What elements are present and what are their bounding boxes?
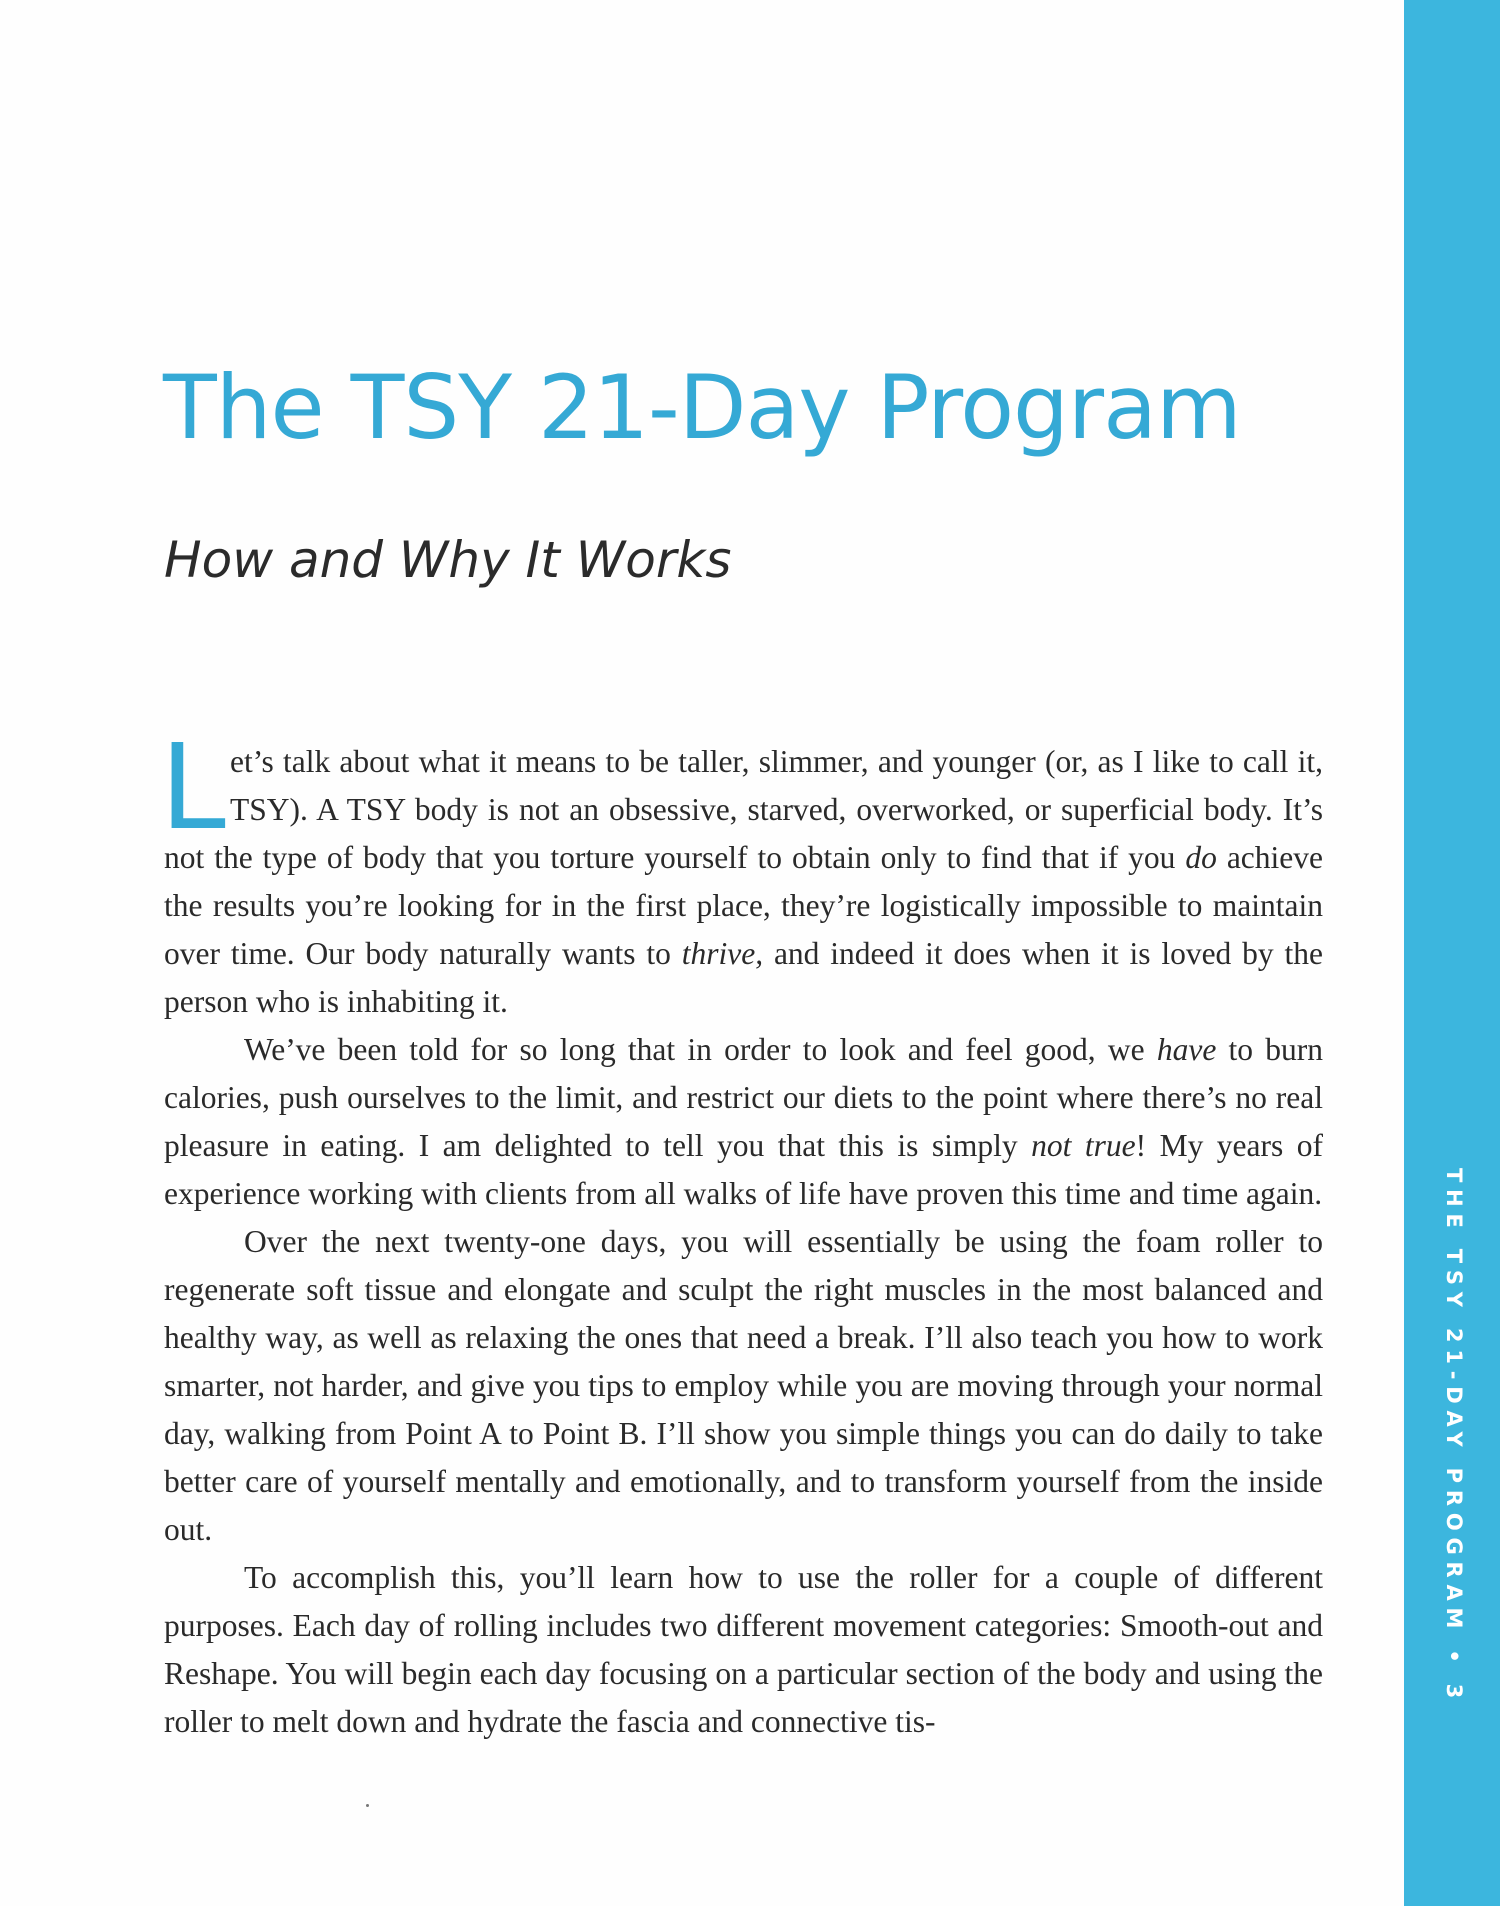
paragraph-2-emphasis-b: not true: [1031, 1128, 1136, 1163]
paragraph-2-text-b: to burn calories, push ourselves to the limit, and restrict our diets to the point where there’s no real pleasure in eating. I am delighted to tell you that this is simply: [164, 1032, 1324, 1163]
paragraph-1: [160, 718, 1323, 1026]
paragraph-1-emphasis-a: do: [1185, 840, 1217, 875]
chapter-title: The TSY 21-Day Program: [163, 356, 1241, 459]
paragraph-1-text-b: achieve the results you’re looking for in the first place, they’re logistically impossible to maintain over time. Our body naturally wants to: [164, 840, 1323, 971]
scan-speck: [366, 1804, 369, 1807]
paragraph-3: Over the next twenty-one days, you will essentially be using the foam roller to regenerate soft tissue and elongate and sculpt the right muscles in the most balanced and healthy way, as well as relaxing the ones that need a break. I’ll also teach you how to work smarter, not harder, and give you tips to employ while you are moving through your normal day, walking from Point A to Point B. I’ll show you simple things you can do daily to take better care of yourself mentally and emotionally, and to transform yourself from the inside out.: [164, 1224, 1323, 1547]
paragraph-1-text-a: et’s talk about what it means to be taller, slimmer, and younger (or, as I like to call it, TSY). A TSY body is not an obsessive, starved, overworked, or superficial body. It’s not the type of body that you torture yourself to obtain only to find that if you: [164, 744, 1323, 875]
paragraph-1-text-c: and indeed it does when it is loved by the person who is inhabiting it.: [164, 936, 1323, 1019]
body-text: [160, 718, 1324, 1746]
paragraph-2-text-a: We’ve been told for so long that in order to look and feel good, we: [244, 1032, 1157, 1067]
paragraph-4: To accomplish this, you’ll learn how to use the roller for a couple of different purposes. Each day of rolling includes two different movement categories: Smooth-out and Reshape. You will begin each day focusing on a particular section of the body and using the roller to melt down and hydrate the fascia and connective tis-: [164, 1560, 1323, 1739]
paragraph-2-text-c: ! My years of experience working with clients from all walks of life have proven this time and time again.: [164, 1128, 1323, 1211]
drop-cap: L: [160, 718, 226, 856]
paragraph-2: [164, 1026, 1323, 1218]
running-head: THE TSY 21-DAY PROGRAM • 3: [1442, 1168, 1466, 1706]
paragraph-2-emphasis-a: have: [1156, 1032, 1217, 1067]
paragraph-1-emphasis-b: thrive,: [681, 936, 764, 971]
chapter-subtitle: How and Why It Works: [164, 531, 732, 589]
